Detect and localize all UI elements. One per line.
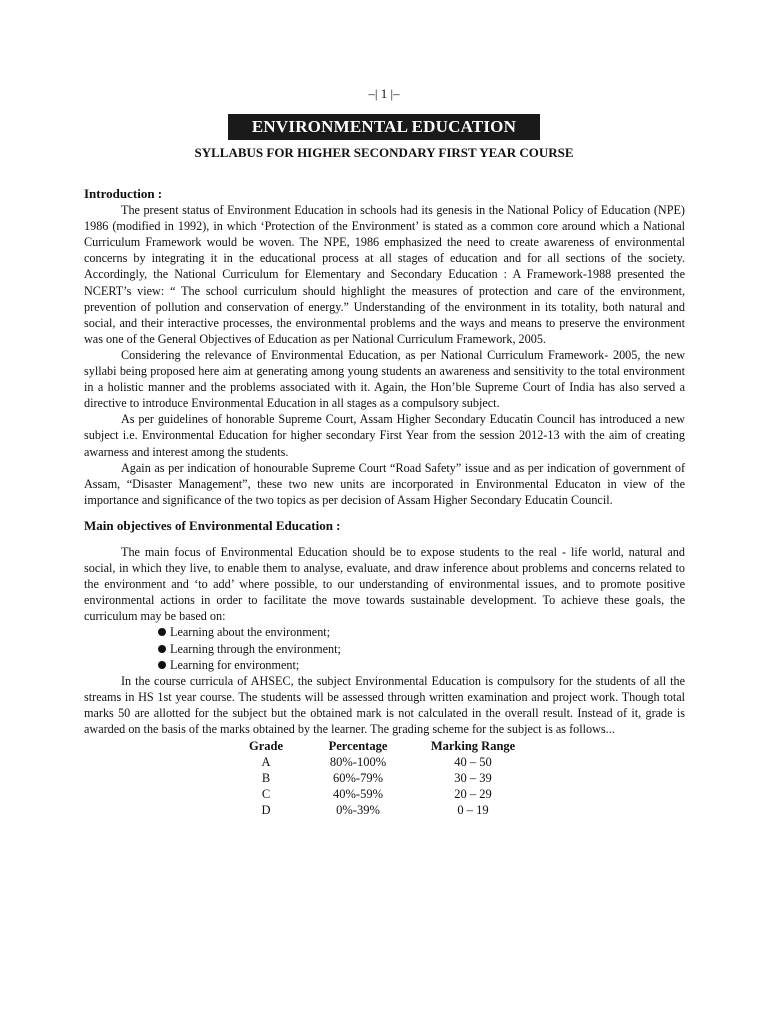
- column-header-grade: Grade: [248, 739, 284, 754]
- bullet-text: Learning for environment;: [170, 657, 300, 672]
- table-row: [226, 770, 536, 786]
- column-header-marking-range: Marking Range: [430, 739, 516, 754]
- document-subtitle: SYLLABUS FOR HIGHER SECONDARY FIRST YEAR COURSE: [194, 145, 574, 160]
- introduction-paragraph-4: Again as per indication of honourable Supreme Court “Road Safety” issue and as per indication of government of Assam, “Disaster Management”, these two new units are incorporated in Environmental Educaton in view of the importance and significance of the two topics as per decision of Assam Higher Secondary Educatin Council.: [84, 460, 685, 507]
- percentage-cell: 0%-39%: [336, 803, 380, 818]
- table-row: [226, 786, 536, 802]
- introduction-paragraph-1: The present status of Environment Education in schools had its genesis in the National Policy of Education (NPE) 1986 (modified in 1992), in which ‘Protection of the Environment’ is stated as a common core around which a National Curriculum Framework would be woven. The NPE, 1986 emphasized the need to create awareness of environmental concerns by integrating it in the educational process at all stages of education and for all sections of the society. Accordingly, the National Curriculum for Elementary and Secondary Education : A Framework-1988 presented the NCERT’s view: “ The school curriculum should highlight the measures of protection and care of the environment, prevention of pollution and conservation of energy.” Understanding of the environment in its totality, both natural and social, and their interactive processes, the environmental problems and the ways and means to preserve the environment was one of the General Objectives of Education as per National Curriculum Framework, 2005.: [84, 203, 685, 346]
- bullet-icon: [158, 661, 166, 669]
- bullet-text: Learning through the environment;: [170, 641, 341, 656]
- grade-cell: A: [261, 755, 271, 770]
- marking-range-cell: 20 – 29: [454, 787, 492, 802]
- column-header-percentage: Percentage: [328, 739, 388, 754]
- objectives-bullet-list: [84, 624, 685, 672]
- marking-range-cell: 40 – 50: [454, 755, 492, 770]
- table-header-row: [226, 738, 536, 754]
- percentage-cell: 80%-100%: [329, 755, 387, 770]
- document-title: ENVIRONMENTAL EDUCATION: [228, 114, 540, 140]
- table-row: [226, 802, 536, 818]
- document-body: [84, 186, 685, 818]
- table-row: [226, 754, 536, 770]
- grading-table: [226, 738, 536, 818]
- objectives-paragraph: The main focus of Environmental Education should be to expose students to the real - life world, natural and social, in which they live, to enable them to analyse, evaluate, and draw inference about problems and concerns related to the environment and ‘to add’ where possible, to our understanding of environmental issues, and to promote positive environmental actions in order to facilitate the move towards sustainable development. To achieve these goals, the curriculum may be based on:: [84, 544, 685, 624]
- bullet-icon: [158, 645, 166, 653]
- bullet-icon: [158, 628, 166, 636]
- marking-range-cell: 0 – 19: [457, 803, 489, 818]
- introduction-paragraph-2: Considering the relevance of Environmental Education, as per National Curriculum Framework- 2005, the new syllabi being proposed here aim at generating among young students an awareness and sensitivity to the total environment in a holistic manner and the problems associated with it. Again, the Hon’ble Supreme Court of India has also served a directive to introduce Environmental Education in all stages as a compulsory subject.: [84, 347, 685, 411]
- list-item: [158, 624, 685, 640]
- percentage-cell: 60%-79%: [333, 771, 383, 786]
- percentage-cell: 40%-59%: [333, 787, 383, 802]
- grade-cell: C: [261, 787, 271, 802]
- grade-cell: D: [261, 803, 271, 818]
- list-item: [158, 641, 685, 657]
- introduction-heading: Introduction :: [84, 186, 163, 201]
- objectives-heading: Main objectives of Environmental Education :: [84, 517, 341, 533]
- bullet-text: Learning about the environment;: [170, 625, 331, 640]
- grading-intro-paragraph: In the course curricula of AHSEC, the subject Environmental Education is compulsory for the students of all the streams in HS 1st year course. The students will be assessed through written examination and project work. Though total marks 50 are allotted for the subject but the obtained mark is not calculated in the overall result. Instead of it, grade is awarded on the basis of the marks obtained by the learner. The grading scheme for the subject is as follows...: [84, 673, 685, 736]
- list-item: [158, 657, 685, 673]
- grade-cell: B: [261, 771, 271, 786]
- introduction-paragraph-3: As per guidelines of honorable Supreme Court, Assam Higher Secondary Educatin Council has introduced a new subject i.e. Environmental Education for higher secondary First Year from the session 2012-13 with the aim of creating awarness and interest among the students.: [84, 412, 685, 459]
- page-number: –| 1 |–: [368, 86, 400, 101]
- marking-range-cell: 30 – 39: [454, 771, 492, 786]
